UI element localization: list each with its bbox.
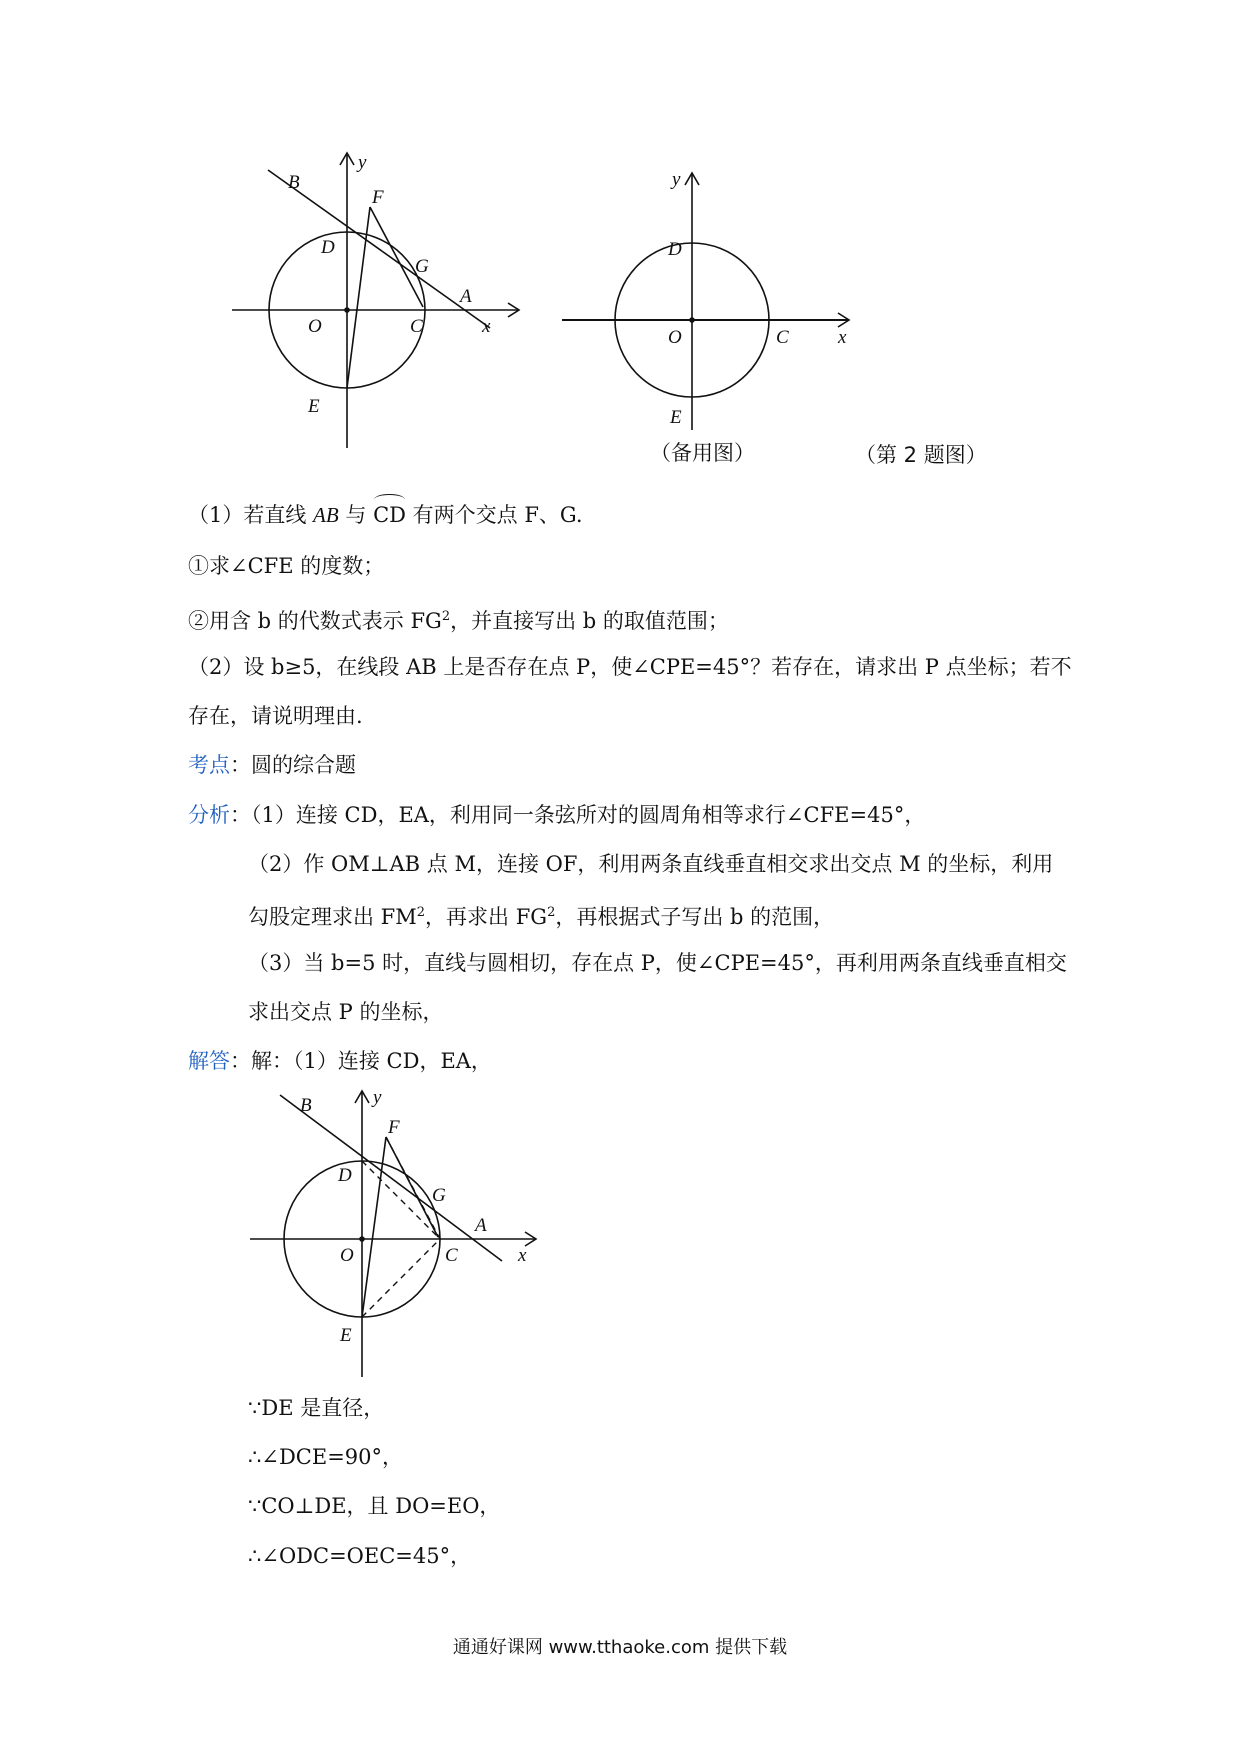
label-y: y (358, 152, 367, 173)
main-figure (220, 150, 540, 460)
jieda-line1: 解：（1）连接 CD，EA， (251, 1049, 492, 1073)
solution-step-3: ∵CO⊥DE，且 DO=EO， (248, 1494, 501, 1518)
problem-figure-caption: （第 2 题图） (855, 443, 987, 467)
kaodian-label: 考点 (188, 753, 230, 777)
sol-label-x: x (518, 1245, 527, 1266)
question-part2-line1: （2）设 b≥5，在线段 AB 上是否存在点 P，使∠CPE=45°？若存在，请求出 P 点坐标；若不 (188, 655, 1072, 679)
spare-label-y: y (672, 169, 681, 190)
solution-step-4: ∴∠ODC=OEC=45°， (248, 1544, 472, 1568)
sol-label-a: A (475, 1215, 487, 1236)
label-b: B (288, 172, 300, 193)
sol-label-d: D (338, 1165, 352, 1186)
sol-label-b: B (300, 1095, 312, 1116)
question-part1-b: ②用含 b 的代数式表示 $FG^2$，并直接写出 b 的取值范围； (188, 609, 729, 633)
sol-label-y: y (373, 1087, 382, 1108)
solution-step-1: ∵DE 是直径， (248, 1396, 385, 1420)
solution-figure (240, 1085, 550, 1385)
arc-cd: CD (373, 500, 406, 530)
kaodian-row: 考点：圆的综合题 (188, 753, 356, 777)
spare-label-c: C (776, 327, 789, 348)
question-part1: （1）若直线 AB 与 CD 有两个交点 F、G. (188, 500, 583, 530)
label-c: C (410, 316, 423, 337)
spare-label-o: O (668, 327, 682, 348)
label-g: G (415, 256, 429, 277)
label-d: D (321, 237, 335, 258)
sol-label-e: E (340, 1325, 352, 1346)
label-x: x (482, 316, 491, 337)
spare-label-x: x (838, 327, 847, 348)
solution-step-2: ∴∠DCE=90°， (248, 1445, 404, 1469)
fenxi-label: 分析 (188, 803, 230, 827)
question-part1-a: ①求∠CFE 的度数； (188, 554, 385, 578)
label-e: E (308, 396, 320, 417)
kaodian-text: 圆的综合题 (251, 753, 356, 777)
label-f: F (372, 187, 384, 208)
fenxi-line1: （1）连接 CD，EA，利用同一条弦所对的圆周角相等求行∠CFE=45°， (251, 803, 926, 827)
spare-label-d: D (668, 239, 682, 260)
spare-figure-caption: （备用图） (650, 441, 755, 465)
sol-label-f: F (388, 1117, 400, 1138)
fenxi-line4: （3）当 b=5 时，直线与圆相切，存在点 P，使∠CPE=45°，再利用两条直线垂直相交 (248, 951, 1067, 975)
jieda-label: 解答 (188, 1049, 230, 1073)
label-a: A (460, 286, 472, 307)
fenxi-line2: （2）作 OM⊥AB 点 M，连接 OF，利用两条直线垂直相交求出交点 M 的坐标，利用 (248, 852, 1054, 876)
sol-label-c: C (445, 1245, 458, 1266)
spare-label-e: E (670, 407, 682, 428)
fenxi-row: 分析：（1）连接 CD，EA，利用同一条弦所对的圆周角相等求行∠CFE=45°， (188, 803, 926, 827)
label-o: O (308, 316, 322, 337)
sol-label-g: G (432, 1185, 446, 1206)
jieda-row: 解答：解：（1）连接 CD，EA， (188, 1049, 492, 1073)
question-part2-line2: 存在，请说明理由. (188, 704, 363, 728)
fenxi-line5: 求出交点 P 的坐标， (248, 1000, 444, 1024)
fenxi-line3: 勾股定理求出 $FM^2$，再求出 $FG^2$，再根据式子写出 b 的范围， (248, 905, 835, 929)
sol-label-o: O (340, 1245, 354, 1266)
spare-figure (560, 165, 860, 435)
page-footer: 通通好课网 www.tthaoke.com 提供下载 (452, 1637, 788, 1658)
